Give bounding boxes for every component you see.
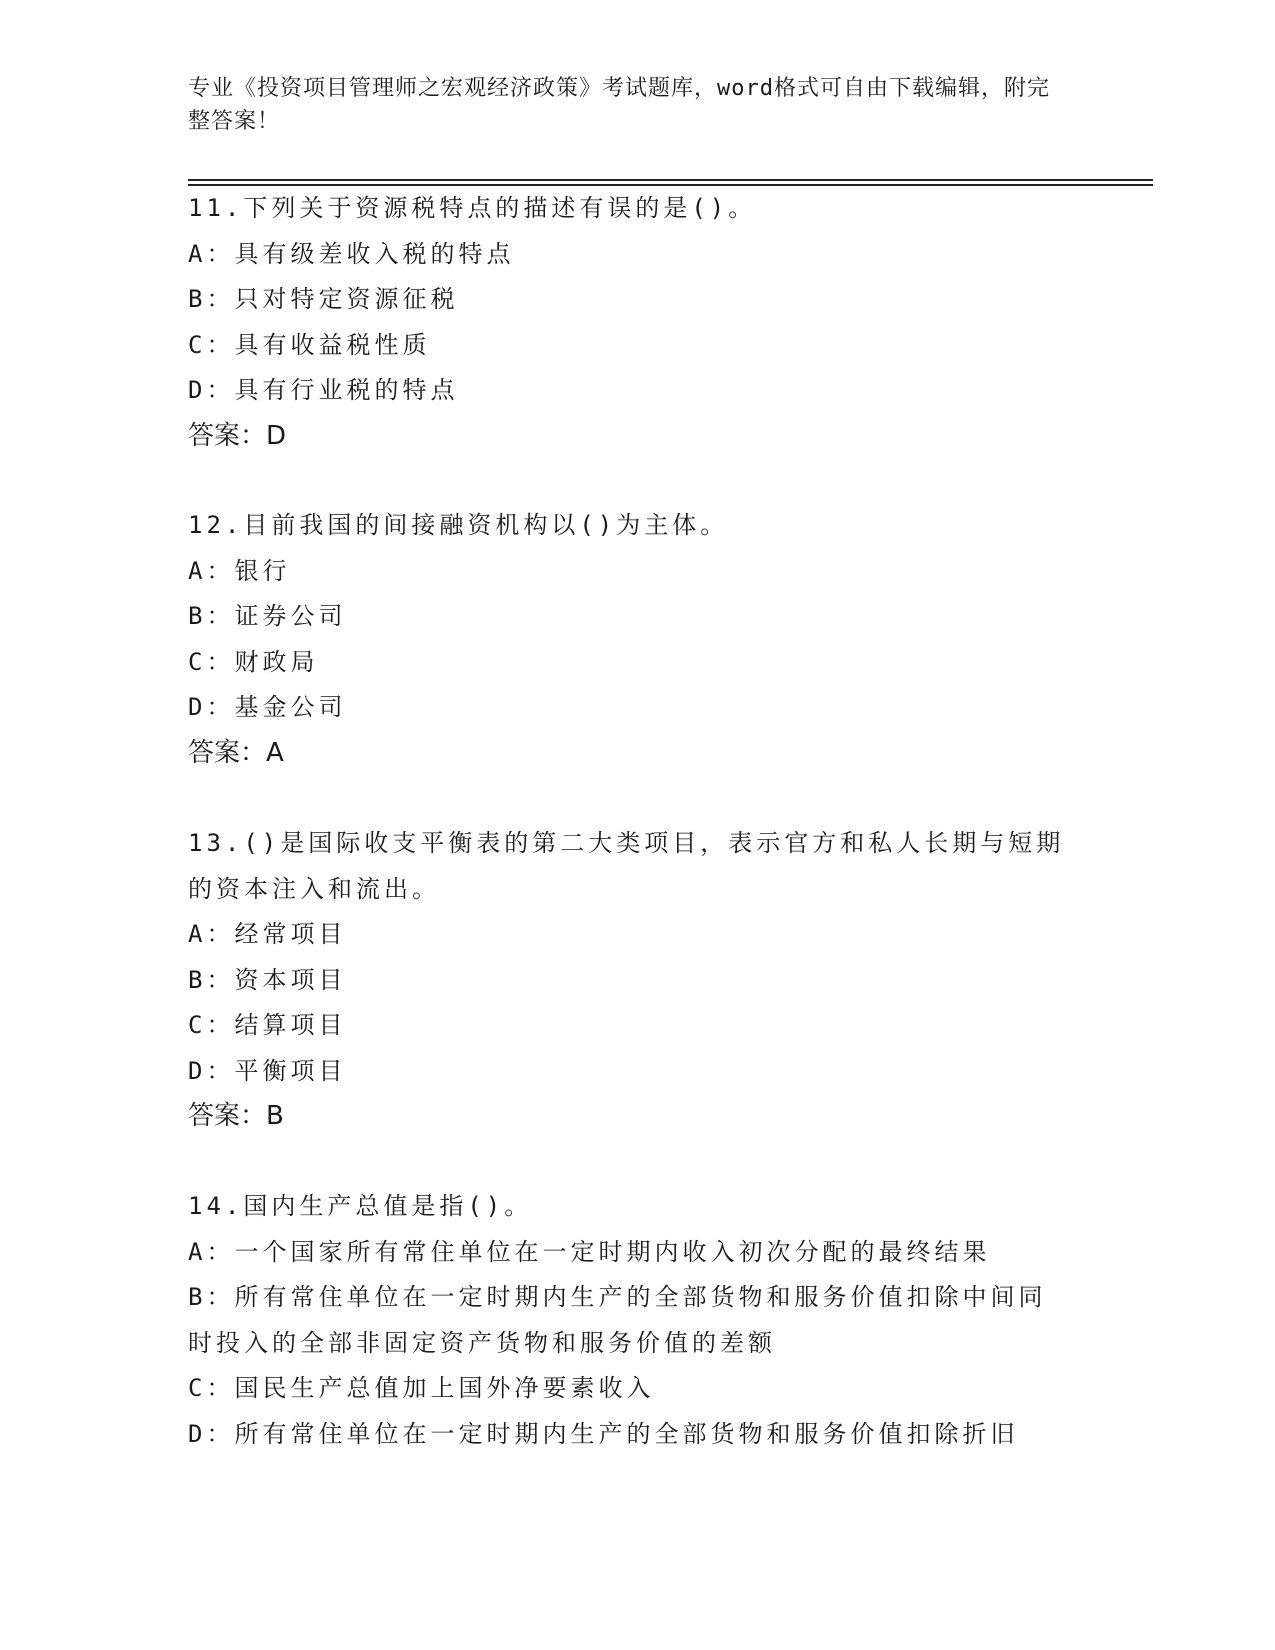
- option-b: B：只对特定资源征税: [188, 285, 459, 313]
- option-c: C：国民生产总值加上国外净要素收入: [188, 1374, 655, 1402]
- option-a: A：具有级差收入税的特点: [188, 239, 515, 268]
- option-c: C：结算项目: [188, 1011, 347, 1039]
- option-c: C：财政局: [188, 647, 319, 676]
- option-a: A：经常项目: [188, 920, 347, 948]
- question-11: [188, 186, 1068, 459]
- option-d: D：具有行业税的特点: [188, 376, 459, 404]
- answer-line: 答案：A: [188, 737, 284, 768]
- question-stem: 11.下列关于资源税特点的描述有误的是()。: [188, 194, 757, 222]
- header-divider-top: [188, 179, 1153, 181]
- option-d: D：所有常住单位在一定时期内生产的全部货物和服务价值扣除折旧: [188, 1419, 1019, 1448]
- question-12: [188, 503, 1068, 776]
- option-c: C：具有收益税性质: [188, 330, 431, 359]
- document-header: [188, 72, 1068, 138]
- question-stem: 12.目前我国的间接融资机构以()为主体。: [188, 511, 729, 539]
- header-intro-text: 专业《投资项目管理师之宏观经济政策》考试题库，word格式可自由下载编辑，附完整答案！: [188, 76, 1050, 134]
- answer-line: 答案：B: [188, 1101, 284, 1131]
- option-a: A：一个国家所有常住单位在一定时期内收入初次分配的最终结果: [188, 1237, 991, 1266]
- question-stem: 13.()是国际收支平衡表的第二大类项目，表示官方和私人长期与短期的资本注入和流出。: [188, 829, 1065, 903]
- question-14: [188, 1184, 1068, 1457]
- option-d: D：平衡项目: [188, 1056, 347, 1085]
- option-b: B：证券公司: [188, 602, 347, 630]
- option-b: B：所有常住单位在一定时期内生产的全部货物和服务价值扣除中间同时投入的全部非固定资产货物和服务价值的差额: [188, 1283, 1047, 1357]
- answer-line: 答案：D: [188, 420, 287, 451]
- option-b: B：资本项目: [188, 965, 347, 994]
- question-stem: 14.国内生产总值是指()。: [188, 1192, 533, 1220]
- option-d: D：基金公司: [188, 693, 347, 721]
- option-a: A：银行: [188, 556, 291, 585]
- question-13: [188, 821, 1068, 1140]
